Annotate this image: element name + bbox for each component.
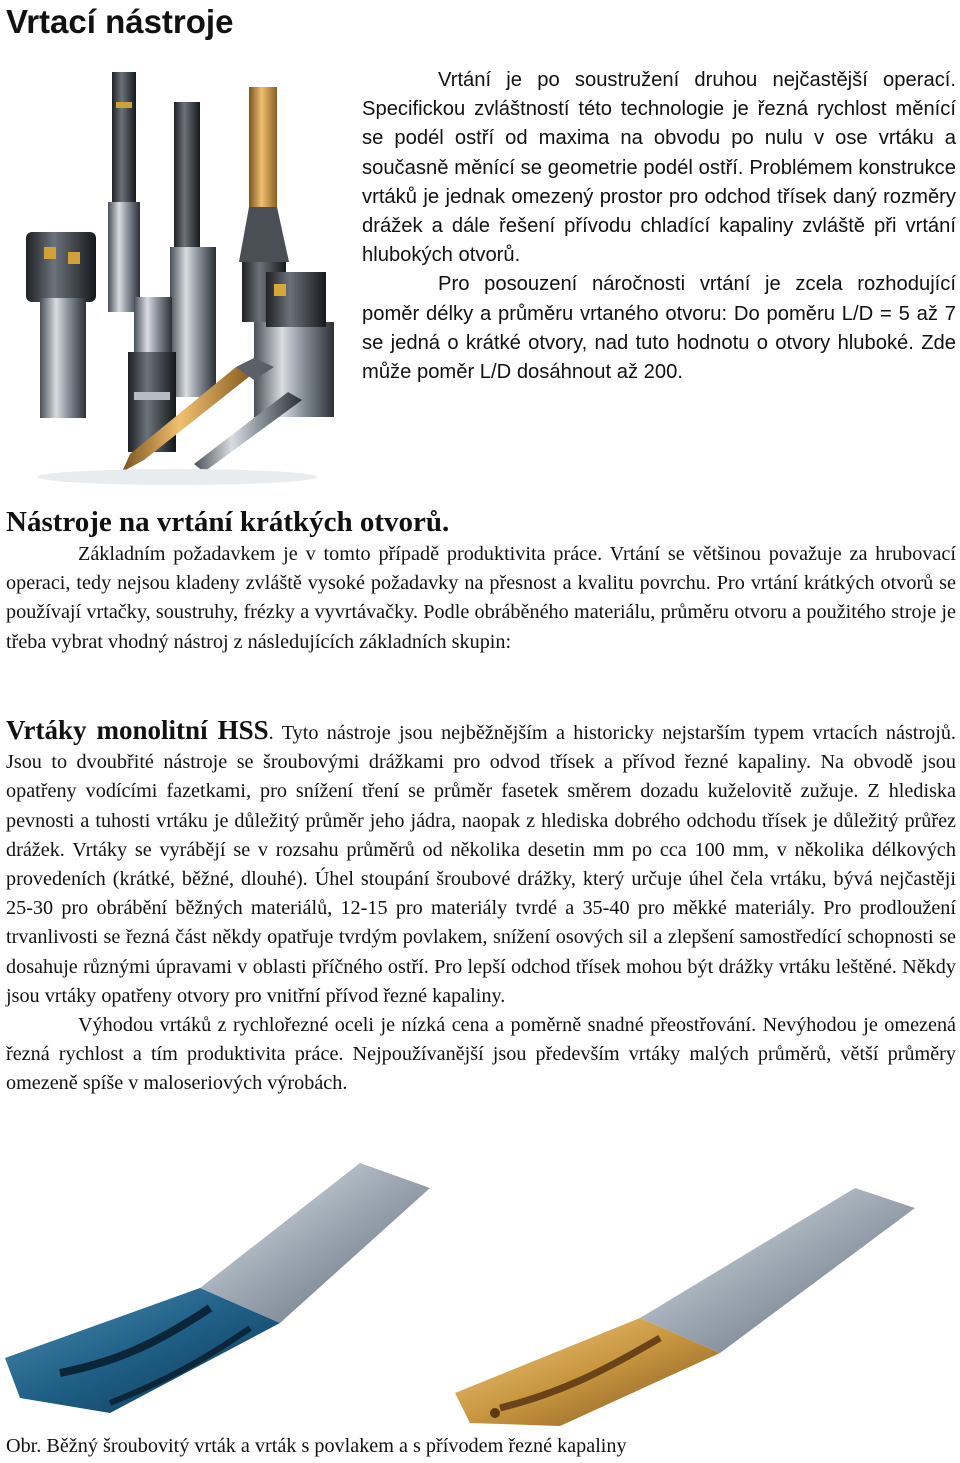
section-body (6, 540, 956, 657)
drilling-tools-image (4, 62, 350, 490)
figure-caption: Obr. Běžný šroubovitý vrták a vrták s povlakem a s přívodem řezné kapaliny (6, 1435, 627, 1457)
intro-paragraph-2: Pro posouzení náročnosti vrtání je zcela rozhodující poměr délky a průměru vrtaného otvoru: Do poměru L/D = 5 až 7 se jedná o krátké otvory, nad tuto hodnotu o otvory hluboké. Zde může poměr L/D dosáhnout až 200. (362, 273, 956, 384)
section-heading: Nástroje na vrtání krátkých otvorů. (6, 506, 450, 538)
hss-lead: Vrtáky monolitní HSS (6, 715, 269, 745)
twist-drills-image (0, 1158, 960, 1428)
intro-paragraph-1: Vrtání je po soustružení druhou nejčastější operací. Specifickou zvláštností této technologie je řezná rychlost měnící se podél ostří od maxima na obvodu po nulu v ose vrtáku a současně měnící se geometrie podél ostří. Problémem konstrukce vrtáků je jednak omezený prostor pro odchod třísek daný rozměry drážek a dále řešení přívodu chladící kapaliny zvláště při vrtání hlubokých otvorů. (362, 69, 956, 267)
hss-paragraph-2: Výhodou vrtáků z rychlořezné oceli je nízká cena a poměrně snadné přeostřování. Nevýhodou je omezená řezná rychlost a tím produktivita práce. Nejpoužívanější jsou především vrtáky malých průměrů, větší průměry omezeně spíše v maloseriových výrobách. (6, 1014, 956, 1095)
hss-section (6, 716, 956, 1099)
intro-text (362, 66, 956, 387)
section-paragraph: Základním požadavkem je v tomto případě produktivita práce. Vrtání se většinou považuje za hrubovací operaci, tedy nejsou kladeny zvláště vysoké požadavky na přesnost a kvalitu povrchu. Pro vrtání krátkých otvorů se používají vrtačky, soustruhy, frézky a vyvrtávačky. Podle obráběného materiálu, průměru otvoru a použitého stroje je třeba vybrat vhodný nástroj z následujících základních skupin: (6, 543, 956, 653)
page-title: Vrtací nástroje (6, 3, 234, 40)
hss-paragraph-1 (6, 716, 956, 1011)
hss-text: . Tyto nástroje jsou nejběžnějším a historicky nejstarším typem vrtacích nástrojů. Jsou to dvoubřité nástroje se šroubovými drážkami pro odvod třísek a přívod řezné kapaliny. Na obvodě jsou opatřeny vodícími fazetkami, pro snížení tření se průměr fasetek směrem dozadu kuželovitě zužuje. Z hlediska pevnosti a tuhosti vrtáku je důležitý průměr jeho jádra, naopak z hlediska dobrého odchodu třísek je důležitý průřez drážek. Vrtáky se vyrábějí se v rozsahu průměrů od několika desetin mm po cca 100 mm, v několika délkových provedeních (krátké, běžné, dlouhé). Úhel stoupání šroubové drážky, který určuje úhel čela vrtáku, bývá nejčastěji 25-30 pro obrábění běžných materiálů, 12-15 pro materiály tvrdé a 35-40 pro měkké materiály. Pro prodloužení trvanlivosti se řezná část někdy opatřuje tvrdým povlakem, snížení osových sil a zlepšení samostředící schopnosti se dosahuje různými úpravami v oblasti příčného ostří. Pro lepší odchod třísek mohou být drážky vrtáku leštěné. Někdy jsou vrtáky opatřeny otvory pro vnitřní přívod řezné kapaliny. (6, 722, 956, 1007)
